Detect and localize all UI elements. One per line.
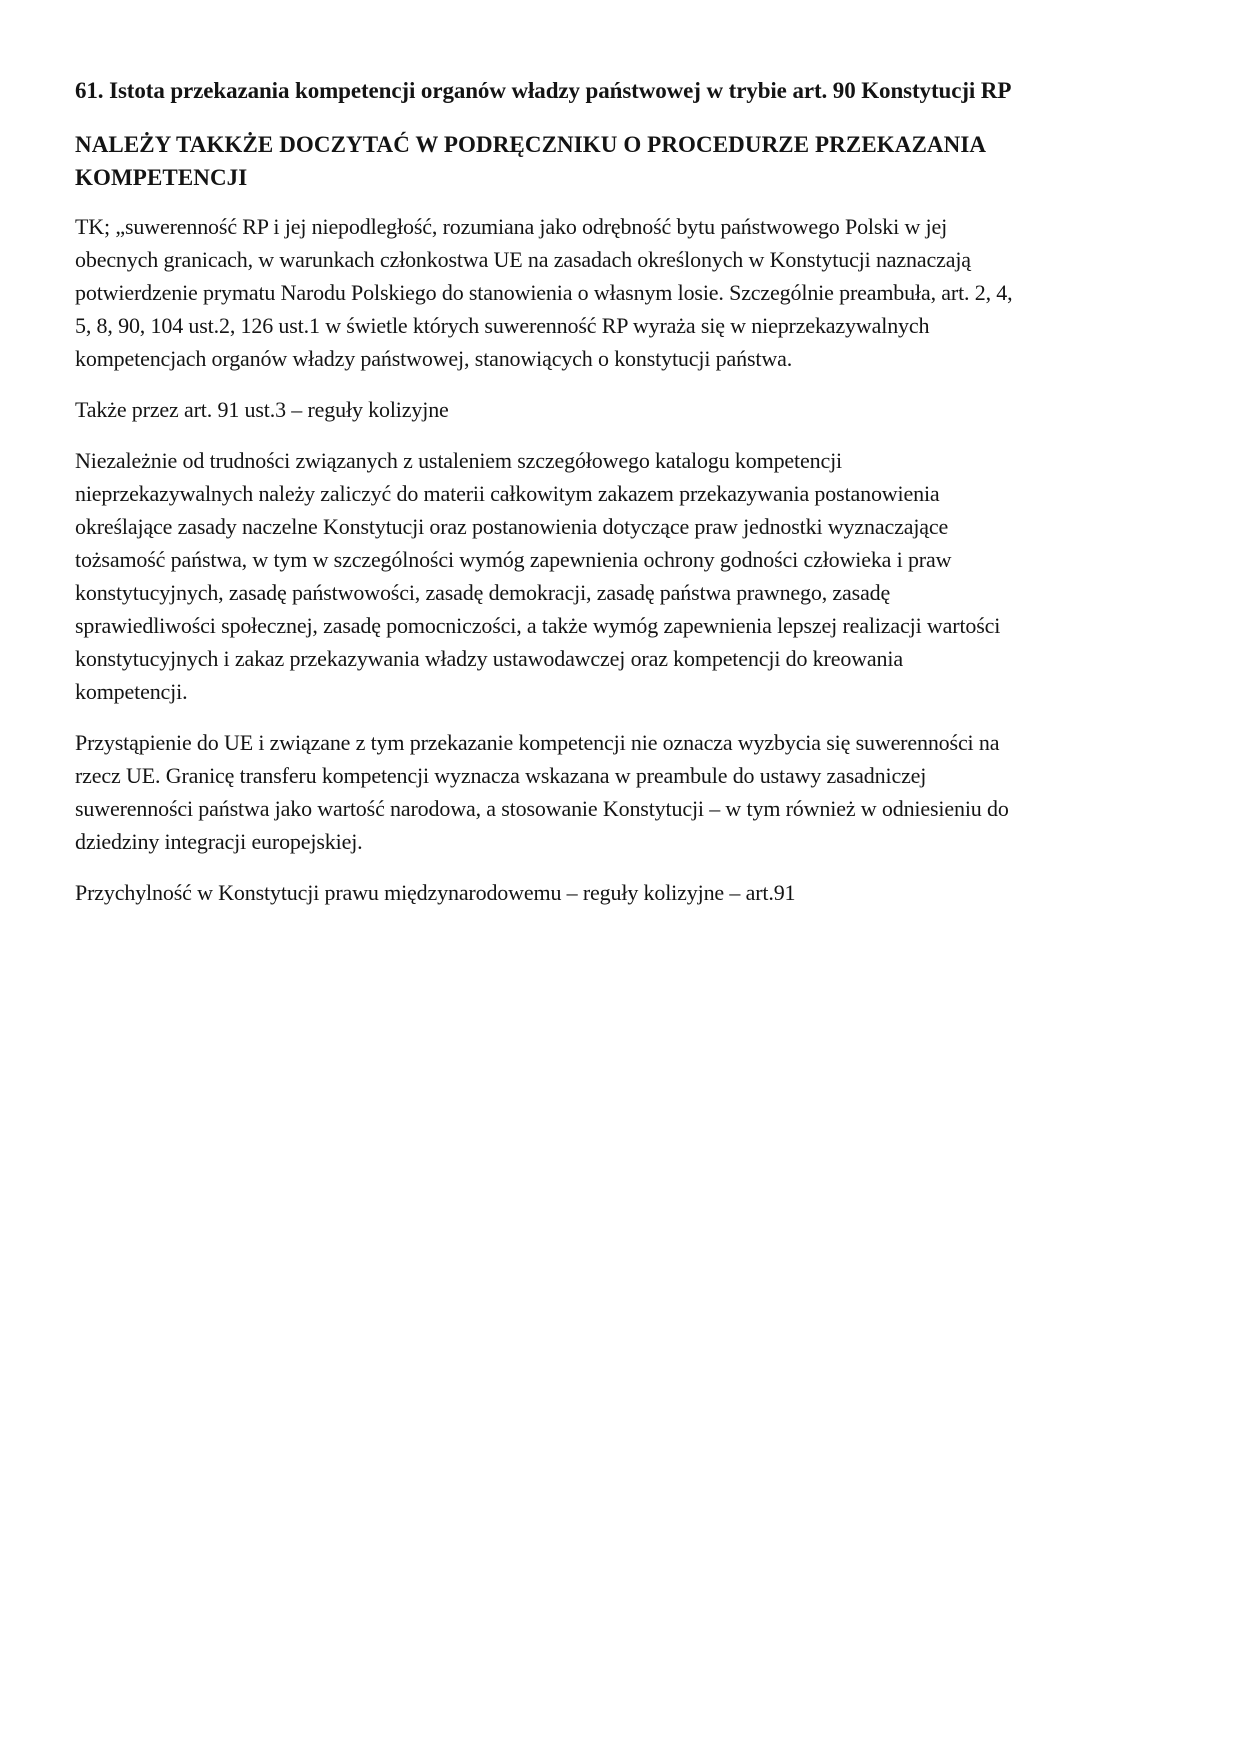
document-content [75, 74, 1170, 909]
text-line: obecnych granicach, w warunkach członkostwa UE na zasadach określonych w Konstytucji naznaczają [75, 247, 971, 272]
text-line: rzecz UE. Granicę transferu kompetencji wyznacza wskazana w preambule do ustawy zasadniczej [75, 763, 927, 788]
paragraph-art-91 [75, 393, 1170, 426]
text-line: konstytucyjnych i zakaz przekazywania władzy ustawodawczej oraz kompetencji do kreowania [75, 646, 903, 671]
reading-note-line: KOMPETENCJI [75, 165, 248, 190]
text-line: sprawiedliwości społecznej, zasadę pomocniczości, a także wymóg zapewnienia lepszej realizacji wartości [75, 613, 1001, 638]
text-line: Niezależnie od trudności związanych z ustaleniem szczegółowego katalogu kompetencji [75, 448, 843, 473]
text-line: nieprzekazywalnych należy zaliczyć do materii całkowitym zakazem przekazywania postanowienia [75, 481, 940, 506]
text-line: Także przez art. 91 ust.3 – reguły kolizyjne [75, 397, 449, 422]
text-line: Przychylność w Konstytucji prawu międzynarodowemu – reguły kolizyjne – art.91 [75, 880, 796, 905]
text-line: dziedziny integracji europejskiej. [75, 829, 363, 854]
text-line: konstytucyjnych, zasadę państwowości, zasadę demokracji, zasadę państwa prawnego, zasadę [75, 580, 891, 605]
text-line: Przystąpienie do UE i związane z tym przekazanie kompetencji nie oznacza wyzbycia się suwerenności na [75, 730, 1000, 755]
document-title: 61. Istota przekazania kompetencji organów władzy państwowej w trybie art. 90 Konstytucji RP [75, 78, 1012, 103]
text-line: suwerenności państwa jako wartość narodowa, a stosowanie Konstytucji – w tym również w odniesieniu do [75, 796, 1009, 821]
text-line: określające zasady naczelne Konstytucji oraz postanowienia dotyczące praw jednostki wyznaczające [75, 514, 949, 539]
text-line: 5, 8, 90, 104 ust.2, 126 ust.1 w świetle których suwerenność RP wyraża się w nieprzekazywalnych [75, 313, 930, 338]
reading-note-line: NALEŻY TAKKŻE DOCZYTAĆ W PODRĘCZNIKU O PROCEDURZE PRZEKAZANIA [75, 132, 987, 157]
text-line: tożsamość państwa, w tym w szczególności wymóg zapewnienia ochrony godności człowieka i praw [75, 547, 952, 572]
paragraph-international-law [75, 876, 1170, 909]
text-line: kompetencjach organów władzy państwowej, stanowiących o konstytucji państwa. [75, 346, 793, 371]
paragraph-tk-quote [75, 210, 1170, 375]
text-line: TK; „suwerenność RP i jej niepodległość, rozumiana jako odrębność bytu państwowego Polski w jej [75, 214, 948, 239]
reading-note-heading [75, 128, 1170, 194]
paragraph-eu-accession [75, 726, 1170, 858]
text-line: kompetencji. [75, 679, 188, 704]
paragraph-non-transferable-competences [75, 444, 1170, 708]
text-line: potwierdzenie prymatu Narodu Polskiego do stanowienia o własnym losie. Szczególnie preambuła, art. 2, 4, [75, 280, 1013, 305]
